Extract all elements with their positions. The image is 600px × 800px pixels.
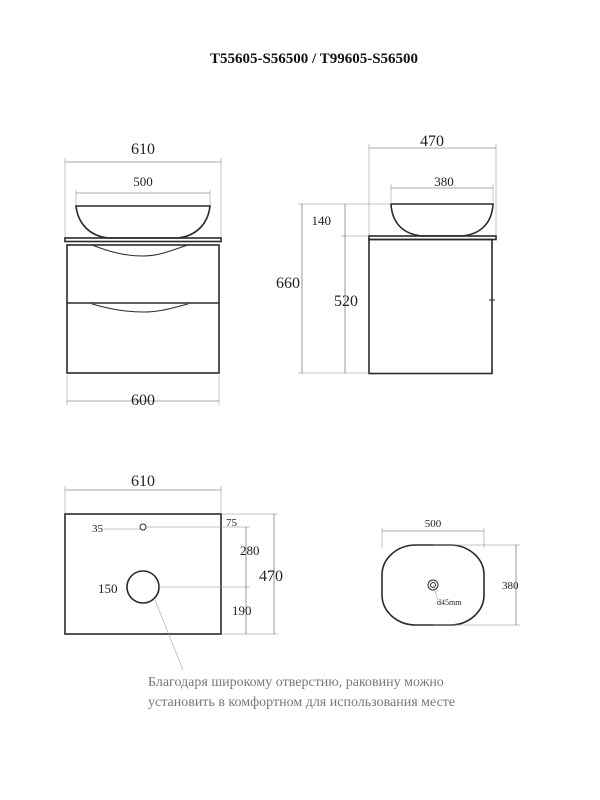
side-cabinet	[369, 240, 492, 374]
basin-drain-label: d45mm	[437, 598, 462, 607]
front-top-width-dimension	[65, 141, 221, 240]
front-top-width-label: 610	[131, 141, 155, 158]
front-view	[65, 141, 221, 409]
front-countertop	[65, 238, 221, 242]
side-top-depth-dimension	[369, 133, 496, 240]
upper-drawer-handle	[92, 245, 188, 256]
side-basin-depth-dimension	[391, 174, 493, 202]
basin-plan-width-label: 500	[424, 518, 442, 530]
side-basin	[391, 204, 493, 236]
basin-plan-view	[382, 518, 520, 625]
note-line-2: установить в комфортном для использования месте	[148, 695, 456, 710]
drain-to-front-label: 190	[232, 603, 252, 618]
tap-hole	[140, 524, 146, 530]
basin-plan-depth-label: 380	[502, 580, 519, 592]
front-cabinet-width-label: 600	[131, 392, 155, 409]
drain-to-back-label: 280	[240, 543, 260, 558]
tap-hole-diameter-label: 35	[92, 523, 103, 535]
front-basin	[76, 206, 210, 238]
front-cabinet-width-dimension	[67, 375, 219, 409]
basin-plan-width-dimension	[382, 518, 484, 548]
top-width-label: 610	[131, 473, 155, 490]
side-cabinet-height-dimension	[334, 236, 358, 373]
side-basin-depth-label: 380	[434, 174, 454, 189]
top-depth-dimensions	[146, 514, 283, 634]
front-basin-width-dimension	[76, 174, 210, 205]
side-total-height-dimension	[276, 204, 391, 373]
note-line-1: Благодаря широкому отверстию, раковину можно	[148, 675, 444, 690]
top-countertop	[65, 514, 221, 634]
side-cabinet-height-label: 520	[334, 293, 358, 310]
side-total-height-label: 660	[276, 275, 300, 292]
top-width-dimension	[65, 473, 221, 514]
tap-hole-offset-label: 75	[226, 517, 237, 529]
side-top-depth-label: 470	[420, 133, 444, 150]
drain-hole-diameter-label: 150	[98, 581, 118, 596]
side-basin-height-label: 140	[311, 213, 331, 228]
drain-hole	[127, 571, 159, 603]
side-basin-height-dimension	[312, 204, 370, 236]
top-depth-label: 470	[259, 568, 283, 585]
side-view	[276, 133, 496, 374]
note-leader	[155, 600, 183, 670]
drawing-title: T55605-S56500 / T99605-S56500	[209, 51, 419, 67]
front-cabinet	[67, 245, 219, 373]
front-basin-width-label: 500	[133, 174, 153, 189]
lower-drawer-handle	[92, 304, 188, 312]
top-view	[65, 473, 283, 670]
